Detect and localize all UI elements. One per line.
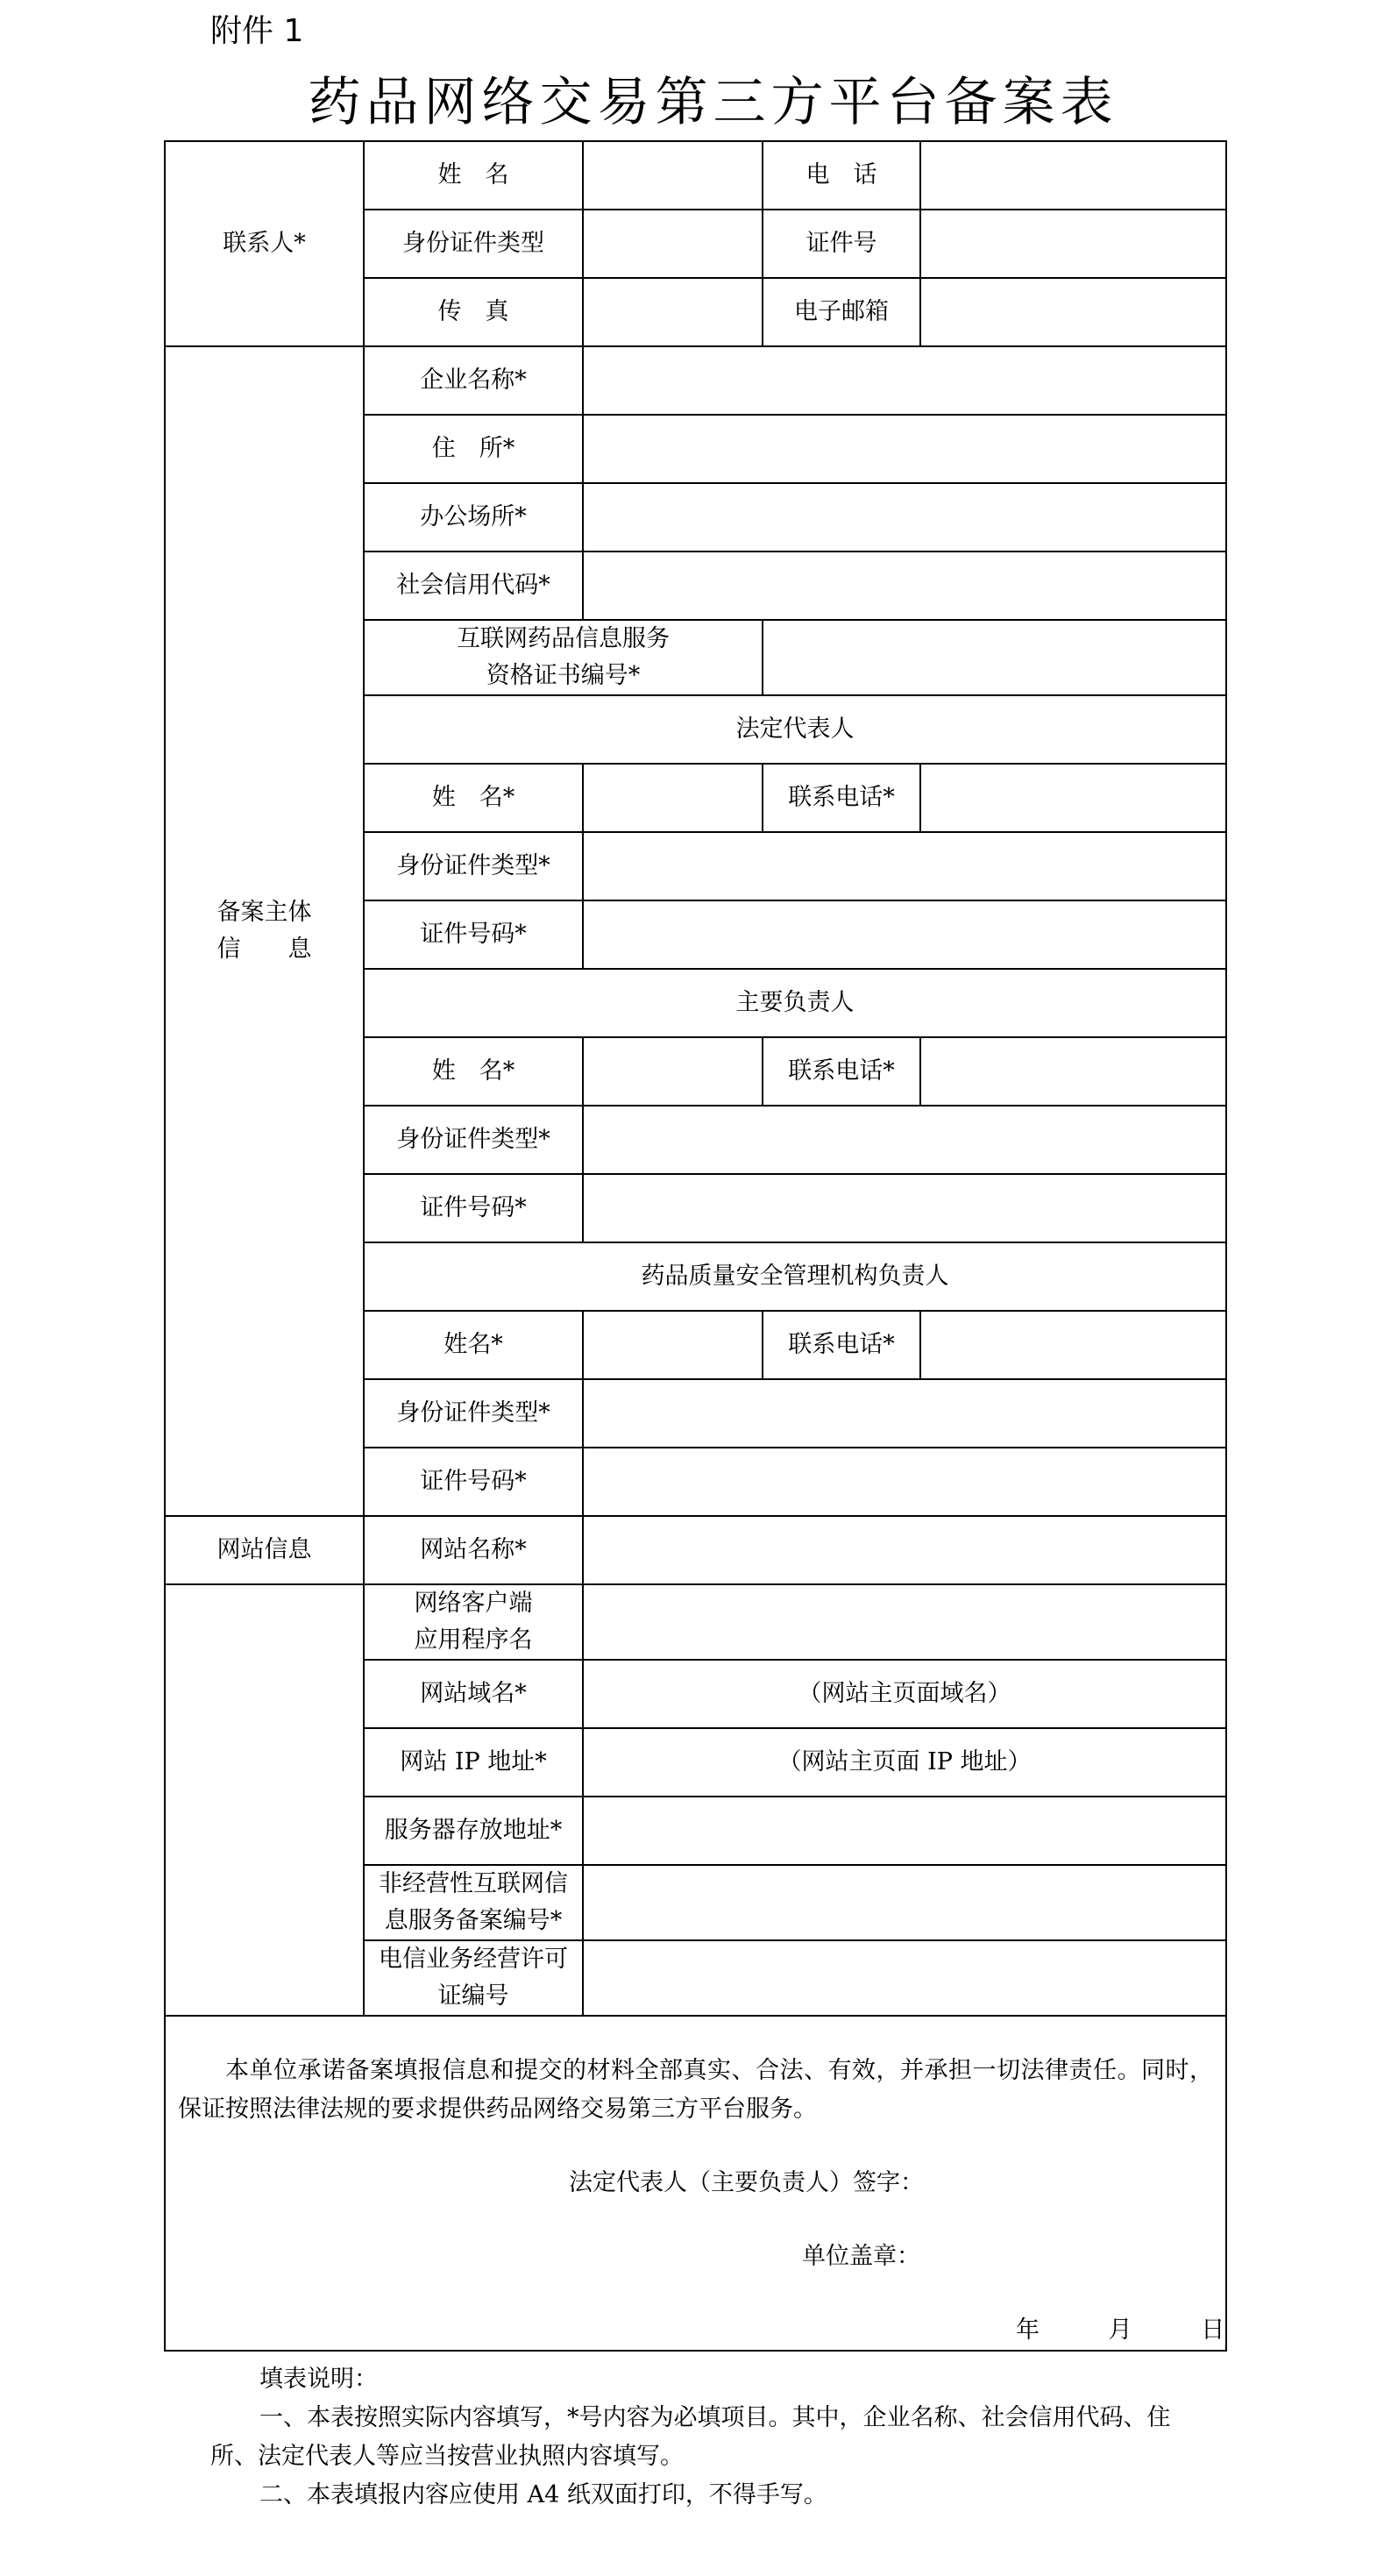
legal-rep-header: 法定代表人: [364, 695, 1226, 764]
legal-rep-name-label: 姓 名*: [364, 764, 583, 832]
telecom-license-label: [364, 1940, 583, 2016]
attachment-label: 附件 1: [210, 13, 304, 49]
telecom-line2: 证编号: [437, 1982, 509, 2010]
contact-phone-label: 电 话: [763, 141, 920, 210]
quality-manager-id-number-field[interactable]: [583, 1448, 1226, 1516]
entity-section-label: [165, 346, 364, 1516]
pledge-text: 本单位承诺备案填报信息和提交的材料全部真实、合法、有效，并承担一切法律责任。同时，保证按照法律法规的要求提供药品网络交易第三方平台服务。: [178, 2057, 1213, 2123]
entity-section-line1: 备案主体: [216, 899, 312, 926]
telecom-line1: 电信业务经营许可: [379, 1946, 568, 1973]
ip-label: 网站 IP 地址*: [364, 1728, 583, 1797]
domain-label: 网站域名*: [364, 1660, 583, 1728]
cert-number-field[interactable]: [763, 620, 1226, 695]
instruction-item-2: 二、本表填报内容应使用 A4 纸双面打印，不得手写。: [259, 2481, 827, 2508]
website-section-label: 网站信息: [165, 1516, 364, 1584]
quality-manager-id-type-label: 身份证件类型*: [364, 1379, 583, 1448]
app-name-field[interactable]: [583, 1584, 1226, 1660]
contact-phone-field[interactable]: [920, 141, 1226, 210]
cert-label-line2: 资格证书编号*: [486, 662, 641, 689]
date-day: 日: [1201, 2316, 1225, 2344]
principal-id-number-label: 证件号码*: [364, 1174, 583, 1242]
legal-rep-id-type-label: 身份证件类型*: [364, 832, 583, 900]
instruction-item-1: 一、本表按照实际内容填写，*号内容为必填项目。其中，企业名称、社会信用代码、住所、法定代表人等应当按营业执照内容填写。: [210, 2404, 1171, 2470]
contact-email-label: 电子邮箱: [763, 278, 920, 346]
contact-id-type-field[interactable]: [583, 210, 763, 278]
signature-line[interactable]: 法定代表人（主要负责人）签字：: [569, 2169, 924, 2196]
quality-manager-id-number-label: 证件号码*: [364, 1448, 583, 1516]
website-section-blank: [165, 1584, 364, 2016]
legal-rep-name-field[interactable]: [583, 764, 763, 832]
contact-email-field[interactable]: [920, 278, 1226, 346]
date-month: 月: [1108, 2316, 1132, 2344]
legal-rep-id-type-field[interactable]: [583, 832, 1226, 900]
quality-manager-name-field[interactable]: [583, 1311, 763, 1379]
legal-rep-id-number-label: 证件号码*: [364, 900, 583, 969]
domicile-label: 住 所*: [364, 415, 583, 483]
office-field[interactable]: [583, 483, 1226, 551]
principal-id-number-field[interactable]: [583, 1174, 1226, 1242]
pledge-cell: [165, 2016, 1226, 2351]
company-name-label: 企业名称*: [364, 346, 583, 415]
credit-code-label: 社会信用代码*: [364, 551, 583, 620]
domain-field[interactable]: （网站主页面域名）: [583, 1660, 1226, 1728]
icp-line1: 非经营性互联网信: [379, 1870, 568, 1897]
quality-manager-header: 药品质量安全管理机构负责人: [364, 1242, 1226, 1311]
principal-phone-label: 联系电话*: [763, 1037, 920, 1106]
server-location-field[interactable]: [583, 1797, 1226, 1865]
site-name-label: 网站名称*: [364, 1516, 583, 1584]
date-line[interactable]: [1016, 2311, 1225, 2350]
seal-line[interactable]: 单位盖章：: [802, 2243, 920, 2270]
contact-id-type-label: 身份证件类型: [364, 210, 583, 278]
domicile-field[interactable]: [583, 415, 1226, 483]
app-name-line2: 应用程序名: [414, 1626, 533, 1654]
company-name-field[interactable]: [583, 346, 1226, 415]
principal-name-field[interactable]: [583, 1037, 763, 1106]
ip-field[interactable]: （网站主页面 IP 地址）: [583, 1728, 1226, 1797]
icp-line2: 息服务备案编号*: [384, 1907, 563, 1934]
contact-name-field[interactable]: [583, 141, 763, 210]
principal-header: 主要负责人: [364, 969, 1226, 1037]
contact-section-label: 联系人*: [165, 141, 364, 346]
date-year: 年: [1016, 2316, 1040, 2344]
principal-name-label: 姓 名*: [364, 1037, 583, 1106]
filing-form-table: [164, 140, 1227, 2352]
principal-id-type-field[interactable]: [583, 1106, 1226, 1174]
instructions-title: 填表说明：: [259, 2366, 378, 2393]
quality-manager-phone-label: 联系电话*: [763, 1311, 920, 1379]
app-name-line1: 网络客户端: [414, 1590, 533, 1617]
icp-filing-field[interactable]: [583, 1865, 1226, 1940]
quality-manager-id-type-field[interactable]: [583, 1379, 1226, 1448]
cert-number-label: [364, 620, 763, 695]
contact-fax-field[interactable]: [583, 278, 763, 346]
cert-label-line1: 互联网药品信息服务: [457, 625, 670, 652]
filling-instructions: [210, 2360, 1210, 2515]
principal-phone-field[interactable]: [920, 1037, 1226, 1106]
app-name-label: [364, 1584, 583, 1660]
contact-id-number-label: 证件号: [763, 210, 920, 278]
quality-manager-name-label: 姓名*: [364, 1311, 583, 1379]
contact-fax-label: 传 真: [364, 278, 583, 346]
contact-name-label: 姓 名: [364, 141, 583, 210]
quality-manager-phone-field[interactable]: [920, 1311, 1226, 1379]
telecom-license-field[interactable]: [583, 1940, 1226, 2016]
server-location-label: 服务器存放地址*: [364, 1797, 583, 1865]
entity-section-line2: 信 息: [216, 936, 312, 963]
page-title: 药品网络交易第三方平台备案表: [308, 72, 1118, 133]
icp-filing-label: [364, 1865, 583, 1940]
credit-code-field[interactable]: [583, 551, 1226, 620]
legal-rep-id-number-field[interactable]: [583, 900, 1226, 969]
principal-id-type-label: 身份证件类型*: [364, 1106, 583, 1174]
legal-rep-phone-field[interactable]: [920, 764, 1226, 832]
legal-rep-phone-label: 联系电话*: [763, 764, 920, 832]
contact-id-number-field[interactable]: [920, 210, 1226, 278]
site-name-field[interactable]: [583, 1516, 1226, 1584]
office-label: 办公场所*: [364, 483, 583, 551]
